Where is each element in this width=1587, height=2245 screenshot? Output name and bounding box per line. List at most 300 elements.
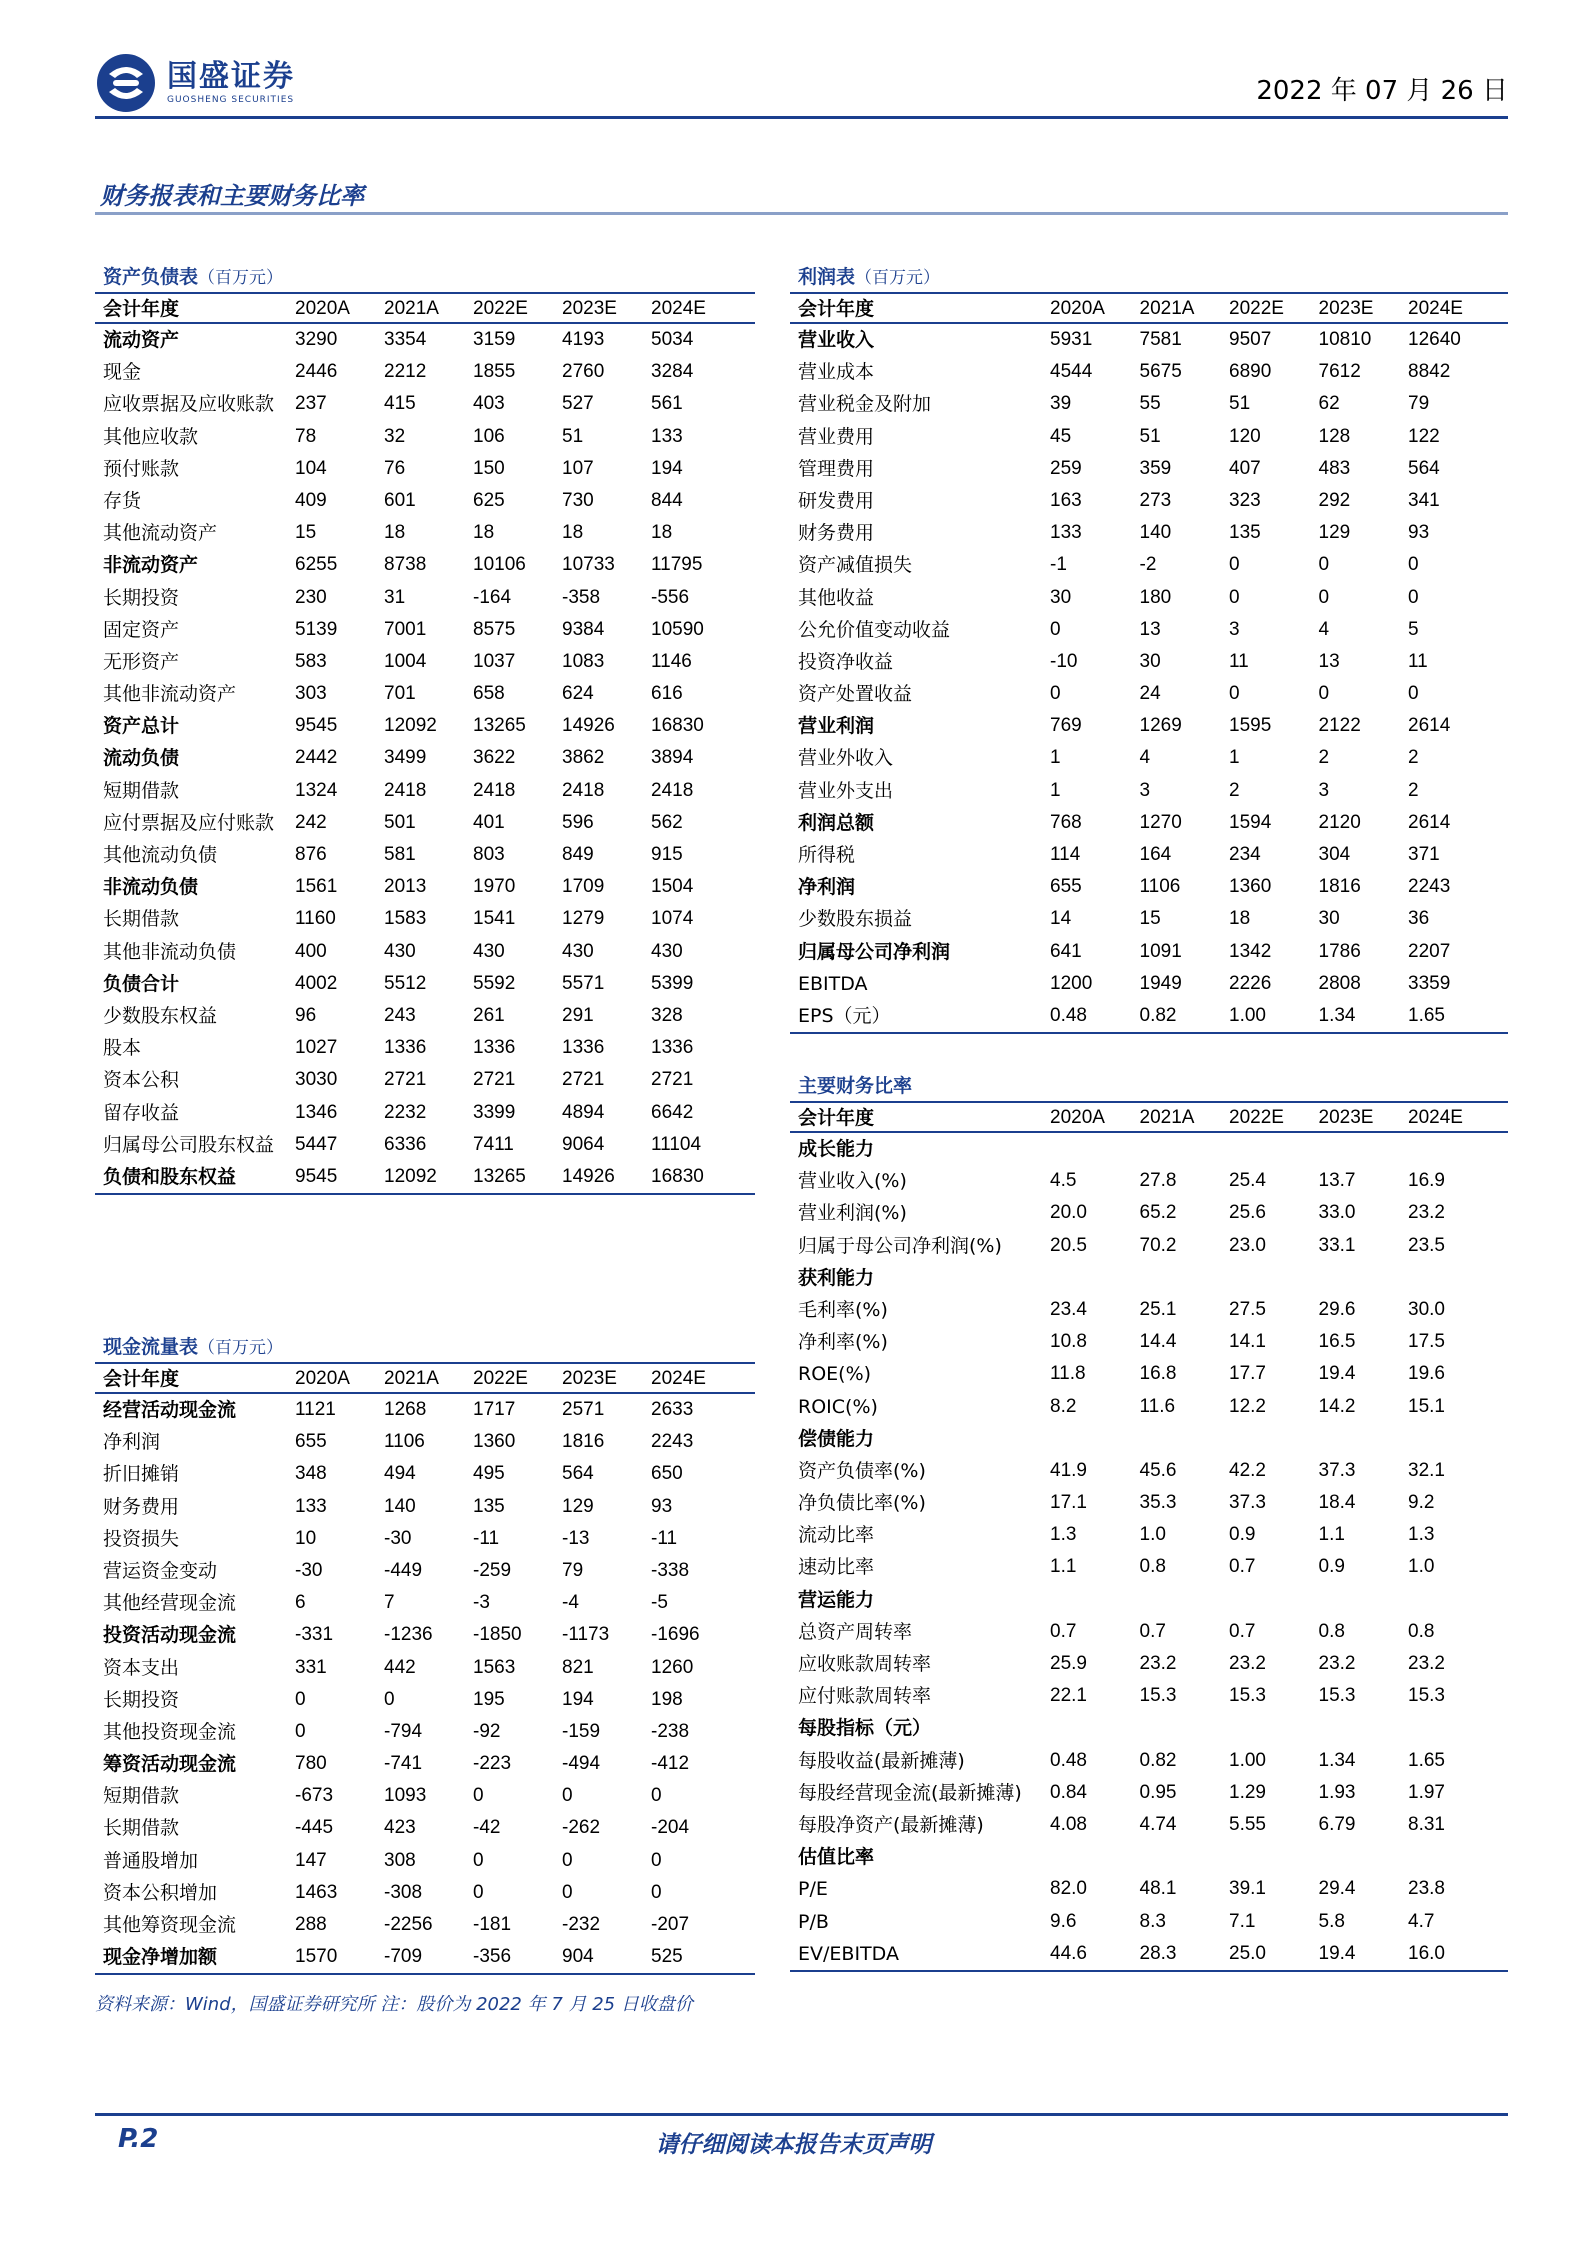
cell-value: 4002 — [295, 972, 338, 994]
cell-value: 5931 — [1050, 329, 1093, 350]
cell-value: 3290 — [295, 329, 338, 350]
cell-value: 30 — [1139, 650, 1161, 672]
table-row — [95, 421, 755, 453]
row-label: 净负债比率(%) — [798, 1492, 926, 1515]
row-label: EPS（元） — [798, 1004, 891, 1027]
table-row — [95, 1097, 755, 1129]
cell-value: 292 — [1318, 489, 1351, 511]
table-row — [790, 1680, 1508, 1712]
cell-value: 259 — [1050, 457, 1082, 479]
cell-value: 23.8 — [1408, 1878, 1445, 1900]
cell-value: 3354 — [384, 329, 427, 350]
cell-value: 1504 — [651, 876, 694, 898]
cell-value: 3622 — [473, 747, 516, 769]
cell-value: -1850 — [473, 1624, 522, 1646]
cell-value: -794 — [384, 1720, 423, 1742]
row-label: 少数股东权益 — [103, 1004, 218, 1027]
row-label: 长期投资 — [103, 586, 180, 609]
cell-value: 769 — [1050, 715, 1082, 737]
cell-value: 5.55 — [1229, 1813, 1266, 1835]
cell-value: 65.2 — [1139, 1202, 1177, 1224]
cell-value: 0.82 — [1139, 1004, 1177, 1026]
cell-value: 1342 — [1229, 940, 1272, 962]
cell-value: 11104 — [651, 1133, 702, 1155]
year-header: 2023E — [562, 1368, 617, 1389]
cell-value: 616 — [651, 683, 683, 705]
cell-value: 1541 — [473, 908, 516, 930]
cell-value: 1336 — [651, 1037, 694, 1059]
year-header: 2024E — [1408, 1107, 1463, 1128]
table-row — [790, 1487, 1508, 1519]
cell-value: 36 — [1408, 908, 1430, 930]
cell-value: 0 — [1050, 618, 1061, 640]
cell-value: 2614 — [1408, 715, 1451, 737]
table-row — [95, 1000, 755, 1032]
cell-value: 4894 — [562, 1101, 605, 1123]
row-label: 投资活动现金流 — [103, 1624, 237, 1647]
table-row — [95, 1845, 755, 1877]
table-row — [95, 324, 755, 356]
cell-value: 39 — [1050, 393, 1072, 415]
financial-ratios-table — [790, 1071, 1508, 1972]
cell-value: 15.1 — [1408, 1395, 1445, 1417]
table-row — [95, 1426, 755, 1458]
row-label: 归属母公司股东权益 — [103, 1133, 275, 1156]
cell-value: 39.1 — [1229, 1878, 1266, 1900]
cell-value: 1324 — [295, 779, 338, 801]
row-label: 研发费用 — [798, 489, 875, 512]
cell-value: 8.2 — [1050, 1395, 1077, 1417]
cell-value: 0.8 — [1139, 1556, 1166, 1578]
cell-value: 625 — [473, 489, 505, 511]
cell-value: 4.08 — [1050, 1813, 1087, 1835]
cell-value: 2446 — [295, 361, 338, 383]
cell-value — [1050, 1712, 1140, 1744]
row-label: 归属母公司净利润 — [798, 940, 951, 963]
cell-value: 1970 — [473, 876, 516, 898]
cell-value: 0 — [1229, 554, 1240, 576]
cell-value: 0.82 — [1139, 1749, 1177, 1771]
cell-value: 133 — [651, 425, 683, 447]
cell-value: 4.74 — [1139, 1813, 1177, 1835]
cell-value: -449 — [384, 1559, 423, 1581]
cell-value: 76 — [384, 457, 406, 479]
table-row — [790, 614, 1508, 646]
row-label: 净利润 — [798, 876, 856, 899]
row-label: P/E — [798, 1878, 828, 1901]
cell-value: 1027 — [295, 1037, 338, 1059]
table-row — [790, 839, 1508, 871]
cell-value: 3359 — [1408, 972, 1451, 994]
table-row — [95, 871, 755, 903]
cell-value: 8.31 — [1408, 1813, 1445, 1835]
cell-value: 15 — [295, 522, 317, 544]
cell-value: 23.5 — [1408, 1234, 1445, 1256]
cell-value: 1563 — [473, 1656, 516, 1678]
table-row — [790, 807, 1508, 839]
table-row — [790, 871, 1508, 903]
cell-value: 596 — [562, 811, 594, 833]
cell-value: 2207 — [1408, 940, 1451, 962]
table-row — [95, 1587, 755, 1619]
cell-value: 5139 — [295, 618, 338, 640]
cell-value: 1.65 — [1408, 1004, 1445, 1026]
cell-value: 1346 — [295, 1101, 338, 1123]
cell-value: -11 — [651, 1527, 678, 1549]
cell-value: 0.7 — [1050, 1620, 1077, 1642]
cell-value: 14926 — [562, 715, 615, 737]
cell-value: 51 — [1139, 425, 1161, 447]
cell-value: -10 — [1050, 650, 1078, 672]
cell-value: 10810 — [1318, 329, 1372, 350]
cell-value: -709 — [384, 1946, 423, 1968]
cell-value: 2418 — [384, 779, 427, 801]
cell-value: 96 — [295, 1004, 317, 1026]
cell-value: 18 — [562, 522, 584, 544]
cell-value: 32.1 — [1408, 1459, 1445, 1481]
cell-value: 1360 — [473, 1431, 516, 1453]
cell-value: 107 — [562, 457, 594, 479]
row-label: 偿债能力 — [798, 1427, 875, 1450]
cell-value: 844 — [651, 489, 683, 511]
table-row — [95, 1523, 755, 1555]
cell-value: 0 — [1229, 586, 1240, 608]
row-label: 预付账款 — [103, 457, 180, 480]
cell-value: -30 — [295, 1559, 323, 1581]
cell-value: 442 — [384, 1656, 416, 1678]
row-label: 获利能力 — [798, 1266, 875, 1289]
row-label: 每股指标（元） — [798, 1717, 932, 1740]
cell-value: 9545 — [295, 715, 338, 737]
cell-value: 4193 — [562, 329, 605, 350]
cell-value: 243 — [384, 1004, 416, 1026]
cell-value: 11 — [1229, 650, 1249, 672]
table-row — [790, 1938, 1508, 1970]
section-divider — [95, 212, 1508, 215]
cell-value: 12.2 — [1229, 1395, 1266, 1417]
cell-value: 1160 — [295, 908, 336, 930]
cell-value: 2120 — [1318, 811, 1361, 833]
cell-value: 4.7 — [1408, 1910, 1435, 1932]
cell-value: 1.29 — [1229, 1781, 1266, 1803]
cell-value — [1140, 1423, 1230, 1455]
cell-value: 7411 — [473, 1133, 514, 1155]
cell-value: 23.2 — [1408, 1202, 1445, 1224]
year-header: 2021A — [384, 298, 439, 319]
table-row — [95, 614, 755, 646]
table-row — [95, 1555, 755, 1587]
cell-value: 3 — [1229, 618, 1240, 640]
cell-value: 194 — [562, 1688, 594, 1710]
row-label: 所得税 — [798, 844, 856, 866]
cash-flow-table — [95, 1332, 755, 1975]
cell-value: -204 — [651, 1817, 690, 1839]
table-row — [790, 710, 1508, 742]
cell-value: 6890 — [1229, 361, 1272, 383]
header-label: 会计年度 — [103, 1368, 180, 1390]
cell-value: 5592 — [473, 972, 516, 994]
cell-value: 3894 — [651, 747, 694, 769]
table-row — [790, 1906, 1508, 1938]
footer-disclaimer: 请仔细阅读本报告末页声明 — [655, 2132, 932, 2158]
table-row — [95, 1941, 755, 1973]
cell-value: 25.6 — [1229, 1202, 1266, 1224]
cell-value: 23.4 — [1050, 1298, 1087, 1320]
table-header-row — [95, 294, 755, 324]
table-row — [95, 388, 755, 420]
cell-value: 16830 — [651, 1165, 704, 1187]
report-date: 2022 年 07 月 26 日 — [1256, 76, 1508, 106]
cell-value: -556 — [651, 586, 690, 608]
cell-value: 7.1 — [1229, 1910, 1256, 1932]
cell-value: 163 — [1050, 489, 1082, 511]
row-label: 现金净增加额 — [103, 1946, 218, 1969]
cell-value: 2 — [1408, 747, 1419, 769]
table-row — [95, 1684, 755, 1716]
cell-value — [1229, 1841, 1319, 1873]
cell-value: 2721 — [473, 1069, 516, 1091]
cell-value: 25.9 — [1050, 1653, 1087, 1674]
cell-value: 1583 — [384, 908, 427, 930]
cell-value: 20.0 — [1050, 1202, 1087, 1224]
cell-value: 93 — [1408, 522, 1430, 544]
row-label: 总资产周转率 — [798, 1620, 913, 1643]
row-label: EV/EBITDA — [798, 1942, 899, 1965]
cell-value: -164 — [473, 586, 512, 608]
cell-value: 3 — [1139, 779, 1151, 801]
row-label: 资本公积 — [103, 1069, 180, 1092]
row-label: 长期借款 — [103, 1817, 180, 1840]
cell-value: 106 — [473, 425, 505, 447]
cell-value: 2212 — [384, 361, 427, 383]
year-header: 2024E — [651, 1368, 706, 1389]
cell-value: 51 — [562, 425, 584, 447]
cell-value: 423 — [384, 1817, 416, 1839]
cell-value — [1408, 1262, 1498, 1294]
cell-value: 135 — [1229, 522, 1261, 544]
cell-value: 2418 — [473, 779, 516, 801]
cell-value: 1091 — [1139, 940, 1182, 962]
table-row — [95, 1877, 755, 1909]
row-label: 营业收入 — [798, 329, 875, 351]
table-title — [95, 262, 755, 292]
cell-value: 7581 — [1139, 329, 1182, 350]
cell-value: 4 — [1139, 747, 1151, 769]
cell-value: -1236 — [384, 1624, 433, 1646]
cell-value: 11.6 — [1139, 1395, 1176, 1417]
cell-value: 140 — [384, 1495, 416, 1517]
cell-value: 1463 — [295, 1881, 338, 1903]
row-label: 筹资活动现金流 — [103, 1753, 237, 1776]
cell-value: 23.2 — [1139, 1653, 1177, 1674]
cell-value: 6 — [295, 1592, 306, 1614]
cell-value: 0.9 — [1229, 1524, 1256, 1546]
cell-value: 0 — [295, 1720, 306, 1742]
cell-value: 198 — [651, 1688, 683, 1710]
cell-value: 1.00 — [1229, 1004, 1266, 1026]
table-row — [95, 1491, 755, 1523]
table-row — [790, 1197, 1508, 1229]
cell-value: 18 — [1229, 908, 1251, 930]
cell-value: 78 — [295, 425, 317, 447]
cell-value: 1.3 — [1050, 1524, 1077, 1546]
cell-value: 803 — [473, 844, 505, 865]
cell-value: 0 — [651, 1785, 662, 1807]
year-header: 2022E — [473, 1368, 528, 1389]
cell-value: 2721 — [562, 1069, 605, 1091]
cell-value: 0.8 — [1408, 1620, 1435, 1642]
cell-value: 1595 — [1229, 715, 1272, 737]
cell-value: 10590 — [651, 618, 704, 640]
cell-value: 1.1 — [1318, 1524, 1345, 1546]
page-number: P.2 — [118, 2124, 159, 2154]
cell-value: 494 — [384, 1463, 416, 1485]
row-label: 应收票据及应收账款 — [103, 393, 275, 416]
table-row — [790, 678, 1508, 710]
cell-value: 403 — [473, 393, 505, 415]
cell-value: 0 — [651, 1849, 662, 1871]
cell-value: 37.3 — [1318, 1459, 1356, 1481]
cell-value: 641 — [1050, 940, 1082, 962]
cell-value: 120 — [1229, 425, 1261, 447]
row-label: 短期借款 — [103, 779, 180, 802]
cell-value: -181 — [473, 1914, 512, 1935]
table-row — [95, 1619, 755, 1651]
table-row — [95, 1458, 755, 1490]
cell-value: 9384 — [562, 618, 605, 640]
cell-value: -2256 — [384, 1914, 433, 1935]
cell-value: 2721 — [384, 1069, 427, 1091]
cell-value: 1146 — [651, 650, 692, 672]
cell-value: 341 — [1408, 489, 1440, 511]
cell-value: 0 — [1318, 586, 1330, 608]
cell-value: 308 — [384, 1849, 416, 1871]
cell-value: 93 — [651, 1495, 673, 1517]
table-header-row — [790, 1103, 1508, 1133]
cell-value: 7612 — [1318, 361, 1361, 383]
cell-value: 18 — [651, 522, 673, 544]
cell-value: 701 — [384, 683, 416, 705]
table-header-row — [95, 1364, 755, 1394]
cell-value: 273 — [1139, 489, 1172, 511]
cell-value: 11795 — [651, 554, 703, 576]
cell-value: 18 — [473, 522, 495, 544]
cell-value: 8842 — [1408, 361, 1451, 383]
row-label: 净利润 — [103, 1431, 161, 1454]
cell-value: 1570 — [295, 1946, 338, 1968]
row-label: 其他经营现金流 — [103, 1592, 237, 1615]
cell-value: 6642 — [651, 1101, 694, 1123]
cell-value: 1.0 — [1139, 1524, 1166, 1546]
cell-value — [1229, 1584, 1319, 1616]
row-label: 流动负债 — [103, 747, 180, 770]
cell-value: 2243 — [1408, 876, 1451, 898]
cell-value: 20.5 — [1050, 1234, 1087, 1256]
cell-value: 164 — [1139, 844, 1172, 865]
cell-value: 2226 — [1229, 972, 1272, 994]
cell-value: 62 — [1318, 393, 1340, 415]
cell-value — [1408, 1133, 1498, 1165]
cell-value: 415 — [384, 393, 416, 415]
table-row — [790, 356, 1508, 388]
cell-value: 1 — [1050, 747, 1061, 769]
cell-value: 9507 — [1229, 329, 1272, 350]
cell-value: 525 — [651, 1946, 683, 1968]
table-row — [95, 1812, 755, 1844]
cell-value: 82.0 — [1050, 1878, 1087, 1900]
cell-value — [1319, 1584, 1409, 1616]
cell-value: 0 — [473, 1881, 484, 1903]
cell-value: 32 — [384, 425, 406, 447]
row-label: 普通股增加 — [103, 1849, 199, 1872]
row-label: 每股净资产(最新摊薄) — [798, 1813, 984, 1836]
table-row — [95, 549, 755, 581]
row-label: 其他流动资产 — [103, 522, 218, 545]
cell-value: 31 — [384, 586, 406, 608]
cell-value: 0.48 — [1050, 1004, 1087, 1026]
row-label: 公允价值变动收益 — [798, 618, 951, 641]
row-label: 现金 — [103, 361, 142, 384]
cell-value: 0 — [1408, 586, 1419, 608]
cell-value: -741 — [384, 1753, 423, 1775]
table-title-text: 资产负债表 — [103, 266, 199, 288]
row-label: 营业利润(%) — [798, 1202, 907, 1225]
table-row — [95, 1716, 755, 1748]
table-row — [790, 485, 1508, 517]
table-row — [95, 1161, 755, 1193]
logo-chinese-text: 国盛证券 — [167, 59, 295, 94]
cell-value: 25.1 — [1139, 1298, 1177, 1320]
table-row — [790, 1000, 1508, 1032]
cell-value: 14.2 — [1318, 1395, 1356, 1417]
cell-value: 0 — [1408, 554, 1419, 576]
cell-value: 147 — [295, 1849, 327, 1871]
table-row — [790, 1745, 1508, 1777]
source-note: 资料来源：Wind，国盛证券研究所 注：股价为 2022 年 7 月 25 日收盘价 — [95, 1994, 693, 2015]
cell-value: 7 — [384, 1592, 395, 1614]
cell-value: 3284 — [651, 361, 694, 383]
cell-value: 15.3 — [1318, 1685, 1356, 1707]
cell-value — [1319, 1841, 1409, 1873]
table-row — [790, 903, 1508, 935]
cell-value: 1949 — [1139, 972, 1182, 994]
cell-value: 3499 — [384, 747, 427, 769]
table-row — [790, 1616, 1508, 1648]
cell-value: 2 — [1318, 747, 1330, 769]
cell-value: 0.7 — [1229, 1620, 1256, 1642]
row-label: 投资净收益 — [798, 650, 894, 673]
cell-value: 1561 — [295, 876, 338, 898]
cell-value: 51 — [1229, 393, 1251, 415]
table-row — [95, 1394, 755, 1426]
cell-value: 234 — [1229, 844, 1261, 865]
cell-value: -494 — [562, 1753, 601, 1775]
cell-value: 583 — [295, 650, 327, 672]
cell-value: 1.00 — [1229, 1749, 1266, 1771]
row-label: 财务费用 — [103, 1495, 180, 1518]
cell-value: 527 — [562, 393, 594, 415]
cell-value — [1050, 1841, 1140, 1873]
cell-value — [1140, 1262, 1230, 1294]
row-label: 其他收益 — [798, 586, 875, 609]
table-unit: （百万元） — [198, 268, 284, 288]
table-row — [790, 742, 1508, 774]
row-label: 营业费用 — [798, 425, 875, 448]
cell-value: -412 — [651, 1753, 690, 1775]
row-label: 存货 — [103, 489, 142, 512]
cell-value: 12092 — [384, 715, 437, 737]
cell-value: 150 — [473, 457, 505, 479]
